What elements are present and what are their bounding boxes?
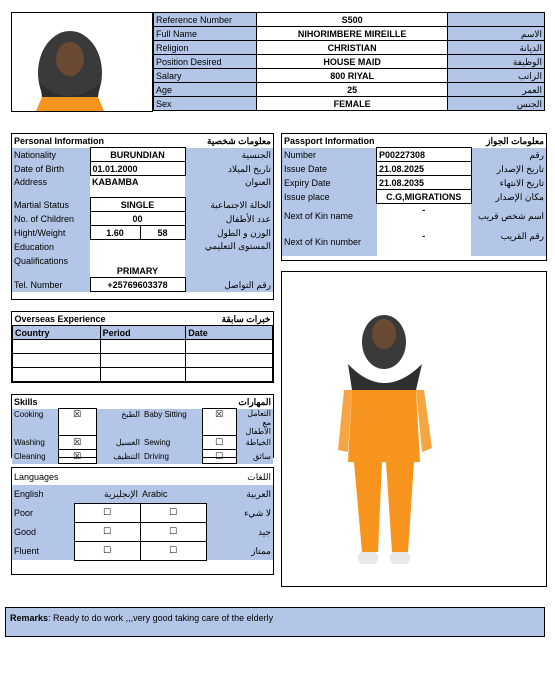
religion-ar: الديانة [448, 41, 545, 55]
skills-title-ar: المهارات [238, 396, 271, 407]
level-good-ar: جيد [206, 522, 273, 541]
skills-section [11, 394, 274, 462]
english-good-checkbox[interactable]: ☐ [74, 522, 140, 541]
header-row-religion [154, 41, 545, 55]
personal-info-section [11, 133, 274, 300]
languages-title-ar: اللغات [247, 471, 271, 482]
skill-washing-ar: الغسيل [96, 436, 142, 450]
level-good: Good [12, 522, 74, 541]
reference-label: Reference Number [154, 13, 257, 27]
religion-value: CHRISTIAN [256, 41, 448, 55]
level-poor: Poor [12, 503, 74, 522]
kin-number-value: - [422, 230, 426, 241]
skill-washing-checkbox[interactable]: ☒ [58, 436, 96, 450]
education-label: Education Qualifications [12, 240, 90, 278]
skill-cooking-ar: الطبخ [96, 409, 142, 436]
kin-name-ar: اسم شخص قريب [471, 204, 546, 230]
language-arabic-ar: العربية [206, 485, 273, 503]
col-country: Country [13, 326, 101, 340]
children-ar: عدد الأطفال [185, 212, 273, 226]
skills-title: Skills [14, 396, 38, 407]
skill-cleaning: Cleaning [12, 450, 58, 464]
portrait-frame [11, 12, 153, 112]
age-label: Age [154, 83, 257, 97]
sex-ar: الجنس [448, 97, 545, 111]
overseas-title-ar: خبرات سابقة [221, 313, 271, 324]
salary-ar: الراتب [448, 69, 545, 83]
kin-number-label: Next of Kin number [282, 230, 377, 256]
children-label: No. of Children [12, 212, 90, 226]
header-row-position [154, 55, 545, 69]
children-value: 00 [90, 212, 185, 226]
nationality-ar: الجنسية [185, 148, 273, 162]
skill-babysitting-ar: التعامل مع الأطفال [236, 409, 273, 436]
remarks-label: Remarks [10, 613, 49, 623]
issue-place-value: C.G,MIGRATIONS [377, 190, 472, 204]
dob-label: Date of Birth [12, 162, 90, 176]
fullname-label: Full Name [154, 27, 257, 41]
tel-value: +25769603378 [90, 278, 185, 292]
address-value: KABAMBA [92, 177, 139, 187]
fullname-value: NIHORIMBERE MIREILLE [256, 27, 448, 41]
nationality-label: Nationality [12, 148, 90, 162]
issue-place-label: Issue place [282, 190, 377, 204]
issue-date-ar: تاريخ الإصدار [471, 162, 546, 176]
tel-label: Tel. Number [12, 278, 90, 292]
english-fluent-checkbox[interactable]: ☐ [74, 541, 140, 560]
overseas-section [11, 311, 274, 383]
nationality-value: BURUNDIAN [90, 148, 185, 162]
remarks-text: Ready to do work ,,,very good taking care of the elderly [53, 613, 274, 623]
education-value: PRIMARY [116, 266, 159, 276]
expiry-date-ar: تاريخ الانتهاء [471, 176, 546, 190]
marital-label: Martial Status [12, 198, 90, 212]
issue-date-label: Issue Date [282, 162, 377, 176]
skill-babysitting: Baby Sitting [142, 409, 202, 436]
english-poor-checkbox[interactable]: ☐ [74, 503, 140, 522]
remarks-bar: Remarks: Ready to do work ,,,very good taking care of the elderly [5, 607, 545, 637]
full-body-photo-frame [281, 271, 547, 587]
height-value: 1.60 [90, 226, 140, 240]
position-label: Position Desired [154, 55, 257, 69]
kin-number-ar: رقم القريب [471, 230, 546, 256]
header-row-sex [154, 97, 545, 111]
language-arabic: Arabic [140, 485, 206, 503]
personal-title: Personal Information [14, 135, 105, 146]
passport-number-ar: رقم [471, 148, 546, 162]
skill-driving-checkbox[interactable]: ☐ [202, 450, 236, 464]
religion-label: Religion [154, 41, 257, 55]
passport-title-ar: معلومات الجواز [486, 135, 544, 146]
level-fluent: Fluent [12, 541, 74, 560]
level-fluent-ar: ممتاز [206, 541, 273, 560]
header-row-reference [154, 13, 545, 27]
language-english-ar: الإنجليزية [74, 485, 140, 503]
arabic-poor-checkbox[interactable]: ☐ [140, 503, 206, 522]
skill-babysitting-checkbox[interactable]: ☒ [202, 409, 236, 436]
personal-title-ar: معلومات شخصية [206, 135, 271, 146]
language-english: English [12, 485, 74, 503]
kin-name-value: - [422, 205, 426, 215]
position-value: HOUSE MAID [256, 55, 448, 69]
portrait-photo [12, 13, 152, 111]
skill-driving: Driving [142, 450, 202, 464]
address-ar: العنوان [185, 176, 273, 198]
age-value: 25 [256, 83, 448, 97]
col-period: Period [100, 326, 186, 340]
arabic-fluent-checkbox[interactable]: ☐ [140, 541, 206, 560]
skill-cleaning-ar: التنظيف [96, 450, 142, 464]
height-weight-label: Hight/Weight [12, 226, 90, 240]
skill-cooking: Cooking [12, 409, 58, 436]
table-row [13, 368, 273, 382]
passport-number-label: Number [282, 148, 377, 162]
kin-name-label: Next of Kin name [282, 204, 377, 230]
full-body-photo [282, 272, 546, 586]
table-row [13, 340, 273, 354]
marital-value: SINGLE [90, 198, 185, 212]
languages-title: Languages [14, 471, 59, 482]
address-label: Address [12, 176, 90, 198]
salary-value: 800 RIYAL [256, 69, 448, 83]
skill-driving-ar: سائق [236, 450, 273, 464]
reference-value: S500 [256, 13, 448, 27]
salary-label: Salary [154, 69, 257, 83]
tel-ar: رقم التواصل [185, 278, 273, 292]
overseas-title: Overseas Experience [14, 313, 106, 324]
skill-sewing: Sewing [142, 436, 202, 450]
header-row-age [154, 83, 545, 97]
education-ar: المستوى التعليمي [185, 240, 273, 278]
skill-cleaning-checkbox[interactable]: ☒ [58, 450, 96, 464]
header-row-name [154, 27, 545, 41]
expiry-date-label: Expiry Date [282, 176, 377, 190]
passport-title: Passport Information [284, 135, 375, 146]
skill-sewing-checkbox[interactable]: ☐ [202, 436, 236, 450]
position-ar: الوظيفة [448, 55, 545, 69]
arabic-good-checkbox[interactable]: ☐ [140, 522, 206, 541]
sex-value: FEMALE [256, 97, 448, 111]
passport-number-value: P00227308 [377, 148, 472, 162]
marital-ar: الحالة الاجتماعية [185, 198, 273, 212]
dob-value: 01.01.2000 [90, 162, 185, 176]
level-poor-ar: لا شيء [206, 503, 273, 522]
header-table [153, 12, 545, 111]
dob-ar: تاريخ الميلاد [185, 162, 273, 176]
col-date: Date [186, 326, 273, 340]
height-weight-ar: الوزن و الطول [185, 226, 273, 240]
issue-date-value: 21.08.2025 [377, 162, 472, 176]
header-row-salary [154, 69, 545, 83]
issue-place-ar: مكان الإصدار [471, 190, 546, 204]
weight-value: 58 [140, 226, 185, 240]
sex-label: Sex [154, 97, 257, 111]
table-row [13, 354, 273, 368]
expiry-date-value: 21.08.2035 [377, 176, 472, 190]
fullname-ar: الاسم [448, 27, 545, 41]
passport-info-section [281, 133, 547, 261]
languages-section [11, 467, 274, 575]
skill-sewing-ar: الخياطة [236, 436, 273, 450]
skill-cooking-checkbox[interactable]: ☒ [58, 409, 96, 436]
skill-washing: Washing [12, 436, 58, 450]
age-ar: العمر [448, 83, 545, 97]
